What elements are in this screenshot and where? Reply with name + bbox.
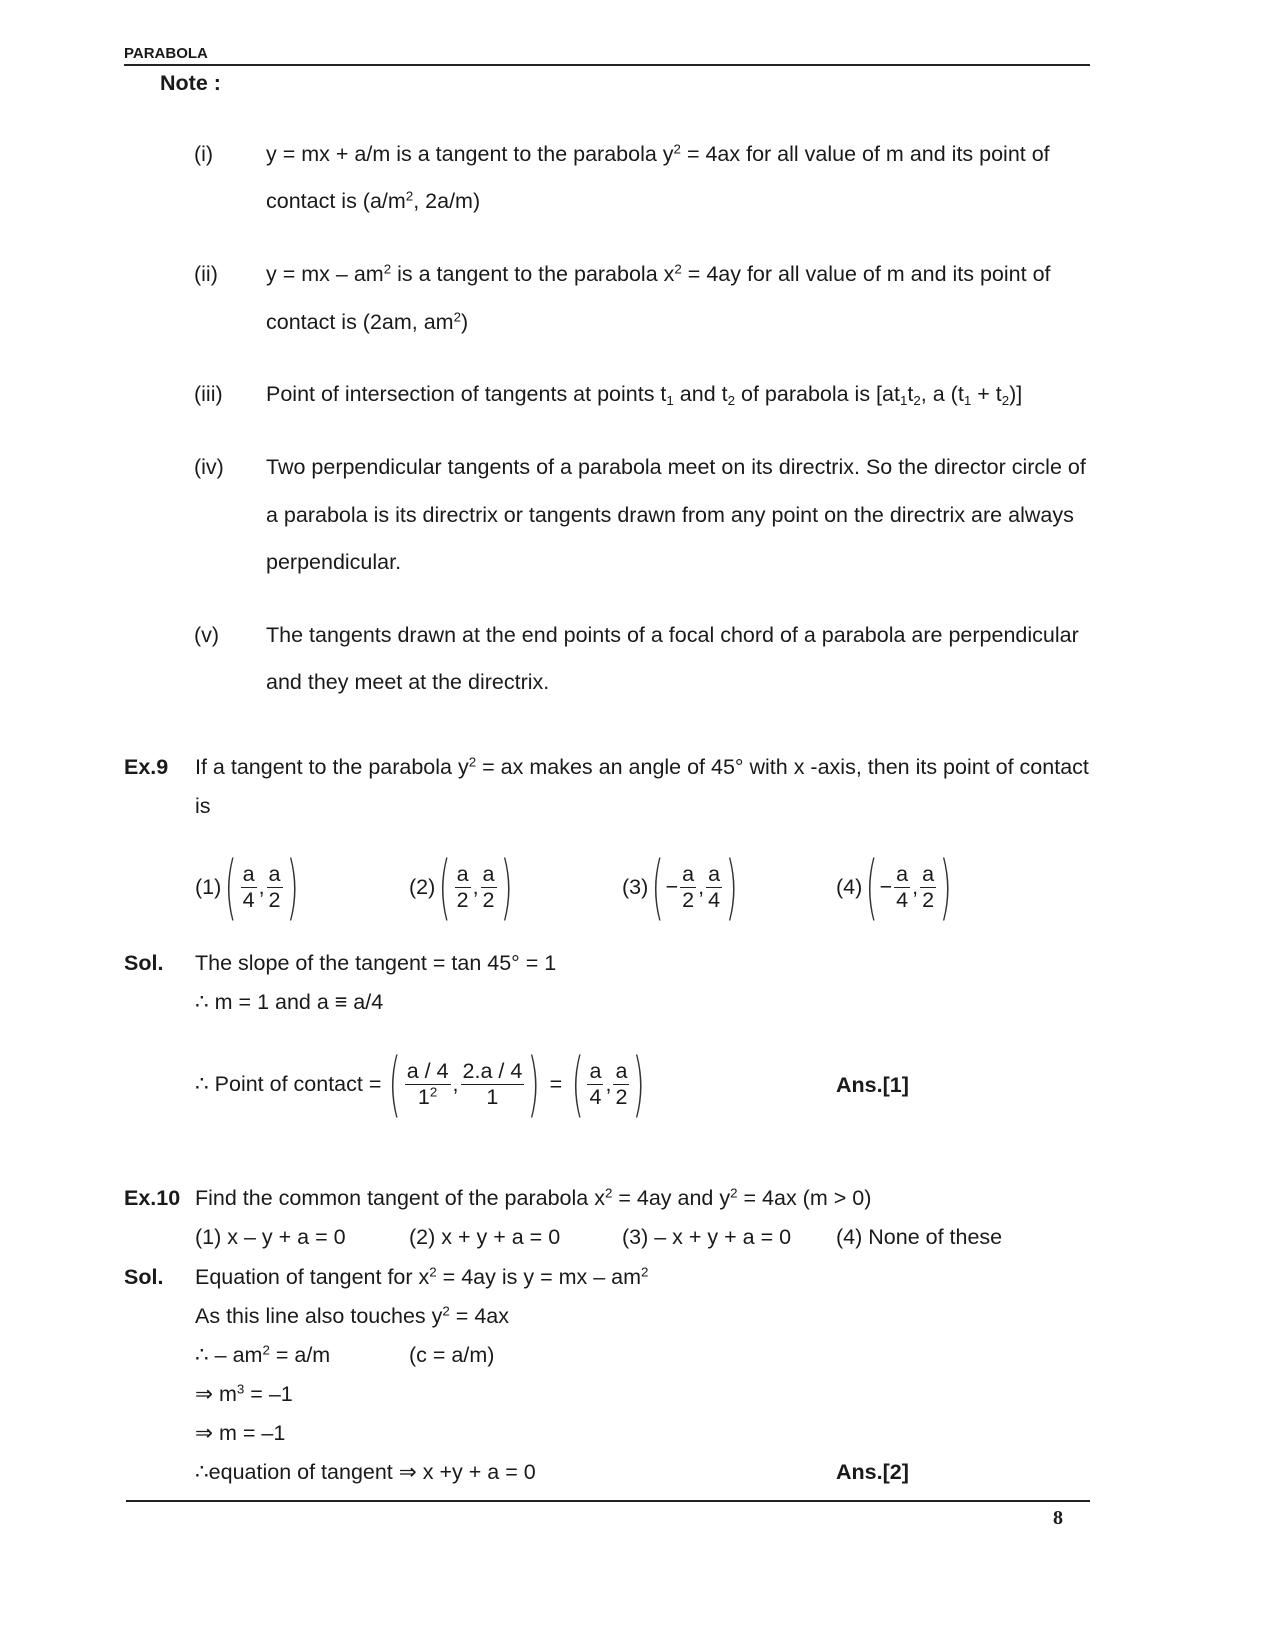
solution-line: ∴ – $am^2 = a/m$ — [195, 1342, 331, 1367]
footer-rule — [126, 1500, 1090, 1502]
option-label: (1) — [195, 874, 222, 899]
solution-label: Sol. — [124, 1265, 164, 1289]
solution-line: ⇒ m = –1 — [195, 1421, 286, 1445]
note-item-text: contact is ($a/m^2$, 2a/m) — [266, 188, 481, 213]
solution-line: Equation of tangent for $x^2 = 4ay$ is y = mx – $am^2$ — [195, 1264, 649, 1289]
option-4: (4) ( − $\frac{a}{4}$ , $\frac{a}{2}$ ) — [836, 846, 952, 928]
note-item-text: perpendicular. — [266, 550, 402, 574]
note-item-text: a parabola is its directrix or tangents drawn from any point on the directrix are always — [266, 503, 1074, 527]
option-label: (4) — [836, 874, 863, 899]
option-2: (2) ( $\frac{a}{2}$ , $\frac{a}{2}$ ) — [409, 846, 513, 928]
solution-line: ∴ m = 1 and a ≡ a/4 — [195, 990, 384, 1014]
answer-badge: Ans.[1] — [836, 1073, 909, 1097]
note-item-text: Two perpendicular tangents of a parabola meet on its directrix. So the director circle of — [266, 455, 1086, 479]
solution-line: ∴equation of tangent ⇒ x +y + a = 0 — [195, 1460, 536, 1484]
note-item-text: Point of intersection of tangents at points $t_1$ and $t_2$ of parabola is [$at_1t_2$, a $(t_1 + t_2)$] — [266, 382, 1023, 408]
note-item-number: (v) — [194, 623, 220, 647]
solution-line: As this line also touches $y^2 = 4ax$ — [195, 1303, 509, 1328]
solution-line: (c = a/m) — [409, 1343, 495, 1367]
solution-line: The slope of the tangent = tan 45° = 1 — [195, 951, 557, 975]
note-item-number: (ii) — [194, 262, 218, 286]
running-header: PARABOLA — [124, 45, 208, 62]
note-item-number: (i) — [194, 142, 214, 166]
option-3: (3) – x + y + a = 0 — [622, 1225, 792, 1249]
example-question-cont: is — [195, 794, 211, 818]
solution-line: ⇒ $m^3 = -1$ — [195, 1381, 293, 1406]
note-item-text: y = mx – $am^2$ is a tangent to the parabola $x^2 = 4ay$ for all value of m and its point of — [266, 261, 1051, 286]
example-question: Find the common tangent of the parabola $x^2 = 4ay$ and $y^2 = 4ax$ (m > 0) — [195, 1185, 872, 1210]
example-question: If a tangent to the parabola $y^2$ = ax makes an angle of 45° with x -axis, then its point of contact — [195, 754, 1089, 779]
example-label: Ex.10 — [124, 1186, 181, 1210]
note-item-text: The tangents drawn at the end points of a focal chord of a parabola are perpendicular — [266, 623, 1079, 647]
note-item-text: and they meet at the directrix. — [266, 670, 550, 694]
example-label: Ex.9 — [124, 755, 169, 779]
option-1: (1) x – y + a = 0 — [195, 1225, 346, 1249]
solution-line: ∴ Point of contact = — [195, 1071, 382, 1096]
point-of-contact-equation: ∴ Point of contact = ( $\frac{a / 4}{1^2}$ , $\frac{2.a / 4}{1}$ ) = ( $\frac{a}{4}$ , $\frac{a}{2}$ ) — [195, 1043, 646, 1125]
option-1: (1) ( $\frac{a}{4}$ , $\frac{a}{2}$ ) — [195, 846, 299, 928]
note-item-number: (iii) — [194, 382, 223, 406]
answer-badge: Ans.[2] — [836, 1460, 909, 1484]
option-3: (3) ( − $\frac{a}{2}$ , $\frac{a}{4}$ ) — [622, 846, 738, 928]
option-label: (2) — [409, 874, 436, 899]
note-heading: Note : — [160, 71, 221, 95]
option-label: (3) — [622, 874, 649, 899]
option-4: (4) None of these — [836, 1225, 1003, 1249]
solution-label: Sol. — [124, 951, 164, 975]
note-item-text: y = mx + a/m is a tangent to the parabola $y^2 = 4ax$ for all value of m and its point of — [266, 141, 1050, 166]
option-2: (2) x + y + a = 0 — [409, 1225, 561, 1249]
note-item-text: contact is (2am, $am^2$) — [266, 309, 469, 334]
note-item-number: (iv) — [194, 455, 224, 479]
header-rule — [124, 64, 1090, 66]
page-number: 8 — [1053, 1507, 1063, 1529]
